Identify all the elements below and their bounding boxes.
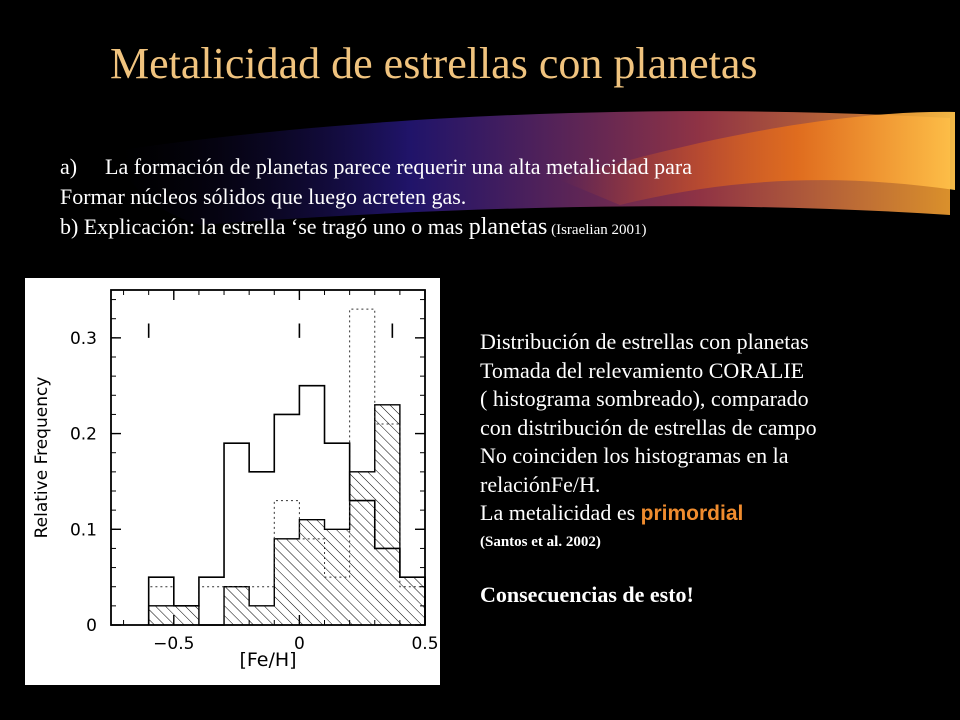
metallicity-statement [480, 499, 960, 529]
point-b-emphasis: planetas [468, 214, 548, 240]
point-b [60, 212, 960, 245]
hatched-bar-10 [375, 405, 400, 625]
y-tick-label-2: 0.1 [69, 520, 97, 541]
description-line-1: Distribución de estrellas con planetas [480, 329, 809, 354]
hatched-bar-9 [350, 472, 375, 625]
point-a-continuation: Formar núcleos sólidos que luego acreten gas. [60, 184, 467, 209]
slide-title: Metalicidad de estrellas con planetas [110, 39, 758, 88]
conclusion: Consecuencias de esto! [480, 581, 694, 607]
point-a [60, 152, 960, 182]
point-b-text: b) Explicación: la estrella ‘se tragó uno o mas [60, 214, 469, 239]
point-a-text: La formación de planetas parece requerir una alta metalicidad para [105, 154, 692, 179]
x-tick-label-2: 0 [293, 634, 305, 654]
description-line-5: No coinciden los histogramas en la [480, 443, 789, 468]
description-line-4: con distribución de estrellas de campo [480, 414, 817, 440]
y-tick-label-3: 0.2 [69, 424, 97, 445]
reference: (Santos et al. 2002) [480, 533, 601, 550]
intro-text [60, 152, 960, 245]
x-tick-label-1: −0.5 [153, 634, 195, 654]
hatched-bar-5 [249, 606, 274, 625]
description-line-3: ( histograma sombreado), comparado [480, 386, 809, 411]
metallicity-highlight: primordial [640, 502, 744, 525]
metallicity-prefix: La metalicidad es [480, 500, 641, 525]
figure-description [480, 328, 960, 609]
point-b-citation: (Israelian 2001) [547, 222, 647, 238]
hatched-bar-1 [149, 606, 174, 625]
y-axis-label: Relative Frequency [32, 376, 52, 539]
point-a-label: a) [60, 154, 78, 179]
histogram-chart [25, 278, 440, 685]
description-line-6: relaciónFe/H. [480, 471, 601, 497]
hatched-bar-7 [299, 520, 324, 625]
hatched-bar-2 [174, 606, 199, 625]
y-tick-label-1: 0 [86, 616, 97, 636]
hatched-bar-4 [224, 587, 249, 625]
hatched-bar-6 [274, 539, 299, 625]
hatched-bar-11 [400, 577, 425, 625]
histogram-figure [25, 278, 440, 685]
x-tick-label-3: 0.5 [411, 634, 439, 654]
y-tick-label-4: 0.3 [69, 328, 97, 349]
description-line-2: Tomada del relevamiento CORALIE [480, 357, 805, 383]
x-axis-label: [Fe/H] [239, 649, 297, 671]
